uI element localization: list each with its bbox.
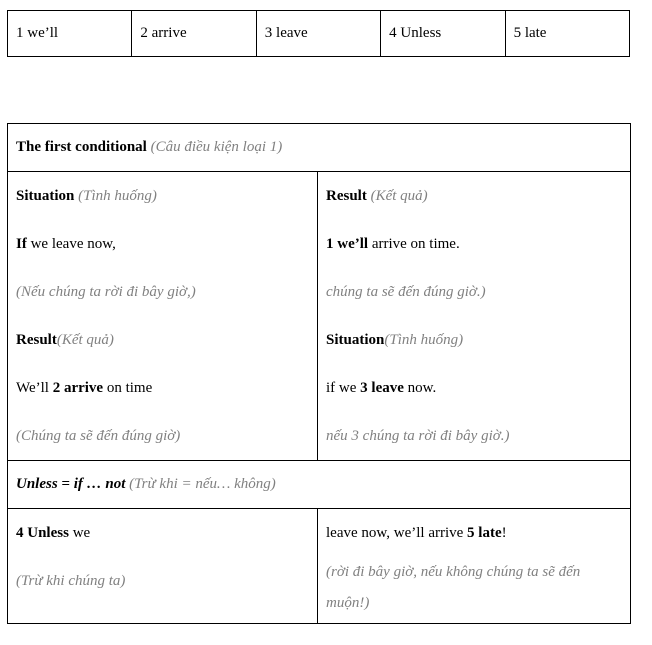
unless-post: we xyxy=(68,525,91,541)
unless-title: Unless = if … not xyxy=(16,476,126,492)
unless-right-cell xyxy=(318,509,631,624)
unless-right-sentence-vi: (rời đi bây giờ, nếu không chúng ta sẽ đến muộn!) xyxy=(326,564,581,611)
unless-sentence xyxy=(16,509,309,557)
result-sentence-vi: (Chúng ta sẽ đến đúng giờ) xyxy=(16,428,181,444)
unless-header xyxy=(8,461,631,509)
first-conditional-body-row xyxy=(8,172,631,461)
result-pre: We’ll xyxy=(16,380,53,396)
result-answer-right: 1 we’ll xyxy=(326,236,369,252)
answer-key-table xyxy=(7,10,630,57)
result-sentence xyxy=(16,364,309,412)
situation-sentence-right-vi: nếu 3 chúng ta rời đi bây giờ.) xyxy=(326,428,510,444)
answer-cell-1: 1 we’ll xyxy=(8,11,132,57)
result-label-right-vi: (Kết quả) xyxy=(370,188,428,204)
first-conditional-header xyxy=(8,124,631,172)
first-conditional-title: The first conditional xyxy=(16,139,147,155)
situation-sentence-right xyxy=(326,364,622,412)
result-label-vi: (Kết quả) xyxy=(56,332,114,348)
unless-left-cell xyxy=(8,509,318,624)
result-heading-right xyxy=(326,172,622,220)
answer-cell-3: 3 leave xyxy=(256,11,380,57)
grammar-table xyxy=(7,123,631,624)
answer-key-row xyxy=(8,11,630,57)
result-label: Result xyxy=(16,332,57,348)
situation-label-right-vi: (Tình huống) xyxy=(384,332,464,348)
result-answer: 2 arrive xyxy=(52,380,104,396)
situation-label-vi: (Tình huống) xyxy=(78,188,157,204)
result-label-right: Result xyxy=(326,188,367,204)
left-cell xyxy=(8,172,318,461)
if-sentence xyxy=(16,220,309,268)
if-word: If xyxy=(16,236,27,252)
unless-title-vi: (Trừ khi = nếu… không) xyxy=(129,476,276,492)
unless-right-sentence xyxy=(326,509,622,557)
unless-right-answer: 5 late xyxy=(467,525,502,541)
unless-body-row xyxy=(8,509,631,624)
right-cell xyxy=(318,172,631,461)
unless-sentence-vi: (Trừ khi chúng ta) xyxy=(16,573,126,589)
if-rest: we leave now, xyxy=(26,236,116,252)
situation-heading xyxy=(16,172,309,220)
if-sentence-vi: (Nếu chúng ta rời đi bây giờ,) xyxy=(16,284,196,300)
unless-answer: 4 Unless xyxy=(16,525,69,541)
result-heading xyxy=(16,316,309,364)
result-sentence-right xyxy=(326,220,622,268)
situation-pre-right: if we xyxy=(326,380,361,396)
situation-post-right: now. xyxy=(403,380,437,396)
answer-cell-4: 4 Unless xyxy=(381,11,505,57)
first-conditional-title-vi: (Câu điều kiện loại 1) xyxy=(150,139,283,155)
situation-label-right: Situation xyxy=(326,332,385,348)
result-sentence-right-vi: chúng ta sẽ đến đúng giờ.) xyxy=(326,284,486,300)
first-conditional-header-row xyxy=(8,124,631,172)
unless-header-row xyxy=(8,461,631,509)
answer-cell-5: 5 late xyxy=(505,11,629,57)
situation-answer-right: 3 leave xyxy=(360,380,404,396)
unless-right-post: ! xyxy=(501,525,507,541)
situation-heading-right xyxy=(326,316,622,364)
result-post: on time xyxy=(103,380,153,396)
answer-cell-2: 2 arrive xyxy=(132,11,256,57)
situation-label: Situation xyxy=(16,188,75,204)
unless-right-pre: leave now, we’ll arrive xyxy=(326,525,468,541)
result-post-right: arrive on time. xyxy=(368,236,460,252)
